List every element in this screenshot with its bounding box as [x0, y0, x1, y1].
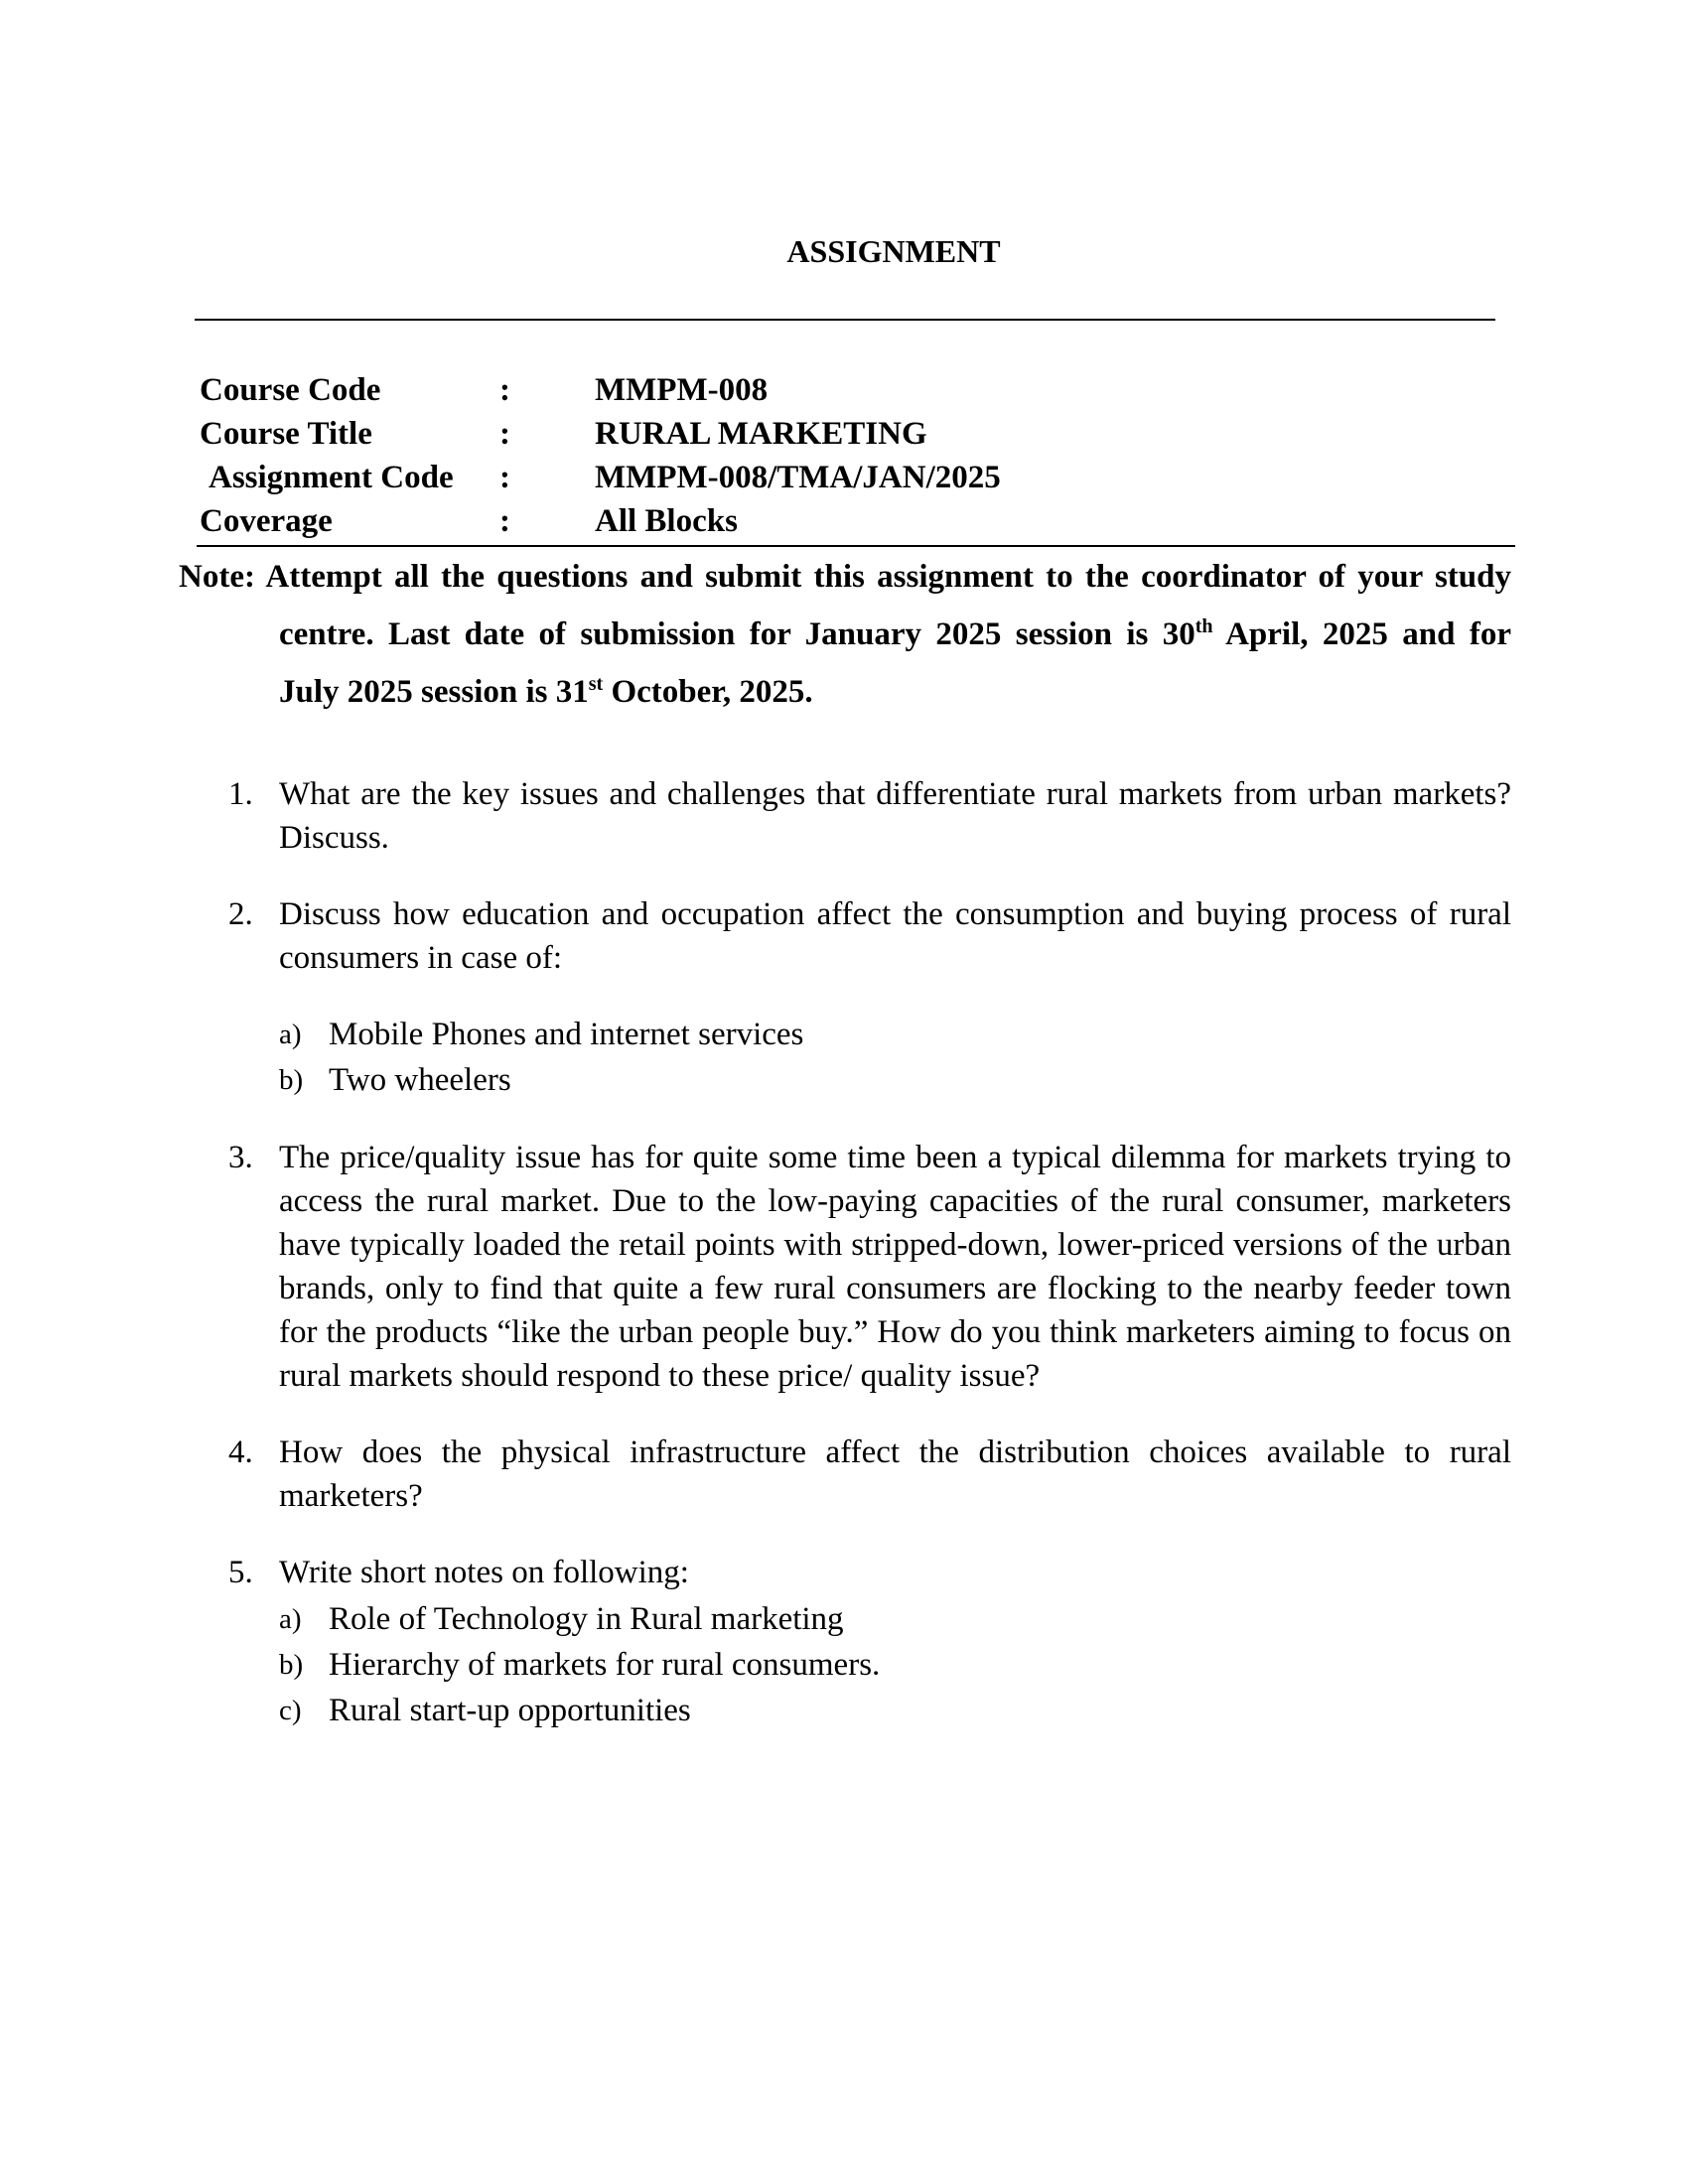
question-text: Discuss how education and occupation affect the consumption and buying process of rural consumers in case of:: [279, 896, 1511, 976]
sub-question-item: [279, 1596, 1511, 1642]
question-number: 1.: [228, 776, 253, 812]
course-code-value: MMPM-008: [595, 372, 769, 408]
question-text: What are the key issues and challenges that differentiate rural markets from urban markets? Discuss.: [279, 776, 1511, 856]
sub-question-item: [279, 1688, 1511, 1733]
sub-question-letter: b): [279, 1649, 304, 1681]
question-item: [228, 772, 1511, 860]
note-line: Note: Attempt all the questions and submit this assignment to the coordinator of your study: [179, 559, 1511, 595]
course-code-label: Course Code: [200, 372, 381, 408]
sub-question-text: Hierarchy of markets for rural consumers.: [329, 1647, 881, 1683]
question-item: [228, 1136, 1511, 1398]
sub-question-text: Two wheelers: [329, 1062, 511, 1098]
sub-question-list: [279, 1596, 1511, 1733]
sub-question-letter: a): [279, 1603, 302, 1635]
sub-question-list: [279, 1012, 1511, 1103]
page-title: ASSIGNMENT: [786, 233, 1001, 269]
course-title-value: RURAL MARKETING: [595, 416, 927, 452]
separator: :: [499, 372, 510, 408]
coverage-label: Coverage: [200, 503, 333, 539]
question-number: 2.: [228, 896, 253, 932]
question-list: [228, 772, 1511, 1733]
assignment-code-value: MMPM-008/TMA/JAN/2025: [595, 460, 1001, 495]
divider-top: [195, 319, 1495, 321]
sub-question-text: Mobile Phones and internet services: [329, 1017, 804, 1052]
separator: :: [499, 416, 510, 452]
question-text: The price/quality issue has for quite some time been a typical dilemma for markets trying to access the rural market. Due to the low-paying capacities of the rural consumer, marketers have typically loaded the retail points with stripped-down, lower-priced versions of the urban brands, only to find that quite a few rural consumers are flocking to the nearby feeder town for the products “like the urban people buy.” How do you think marketers aiming to focus on rural markets should respond to these price/ quality issue?: [279, 1140, 1511, 1394]
sub-question-text: Role of Technology in Rural marketing: [329, 1601, 844, 1637]
sub-question-item: [279, 1012, 1511, 1057]
note-line: centre. Last date of submission for January 2025 session is 30th April, 2025 and for: [279, 615, 1511, 652]
question-item: [228, 892, 1511, 1103]
question-number: 4.: [228, 1434, 253, 1470]
question-number: 5.: [228, 1555, 253, 1590]
question-item: [228, 1431, 1511, 1518]
sub-question-letter: a): [279, 1019, 302, 1050]
sub-question-letter: b): [279, 1064, 304, 1096]
divider-middle: [197, 545, 1515, 547]
note-line: July 2025 session is 31st October, 2025.: [279, 673, 813, 710]
question-text: Write short notes on following:: [279, 1555, 689, 1590]
question-text: How does the physical infrastructure affect the distribution choices available to rural marketers?: [279, 1434, 1511, 1514]
question-number: 3.: [228, 1140, 253, 1175]
sub-question-letter: c): [279, 1695, 302, 1726]
submission-note: [179, 548, 1511, 721]
separator: :: [499, 460, 510, 495]
course-title-label: Course Title: [200, 416, 372, 452]
sub-question-text: Rural start-up opportunities: [329, 1693, 691, 1728]
coverage-value: All Blocks: [595, 503, 738, 539]
separator: :: [499, 503, 510, 539]
sub-question-item: [279, 1642, 1511, 1688]
question-item: [228, 1551, 1511, 1733]
sub-question-item: [279, 1057, 1511, 1103]
assignment-code-label: Assignment Code: [209, 460, 454, 495]
